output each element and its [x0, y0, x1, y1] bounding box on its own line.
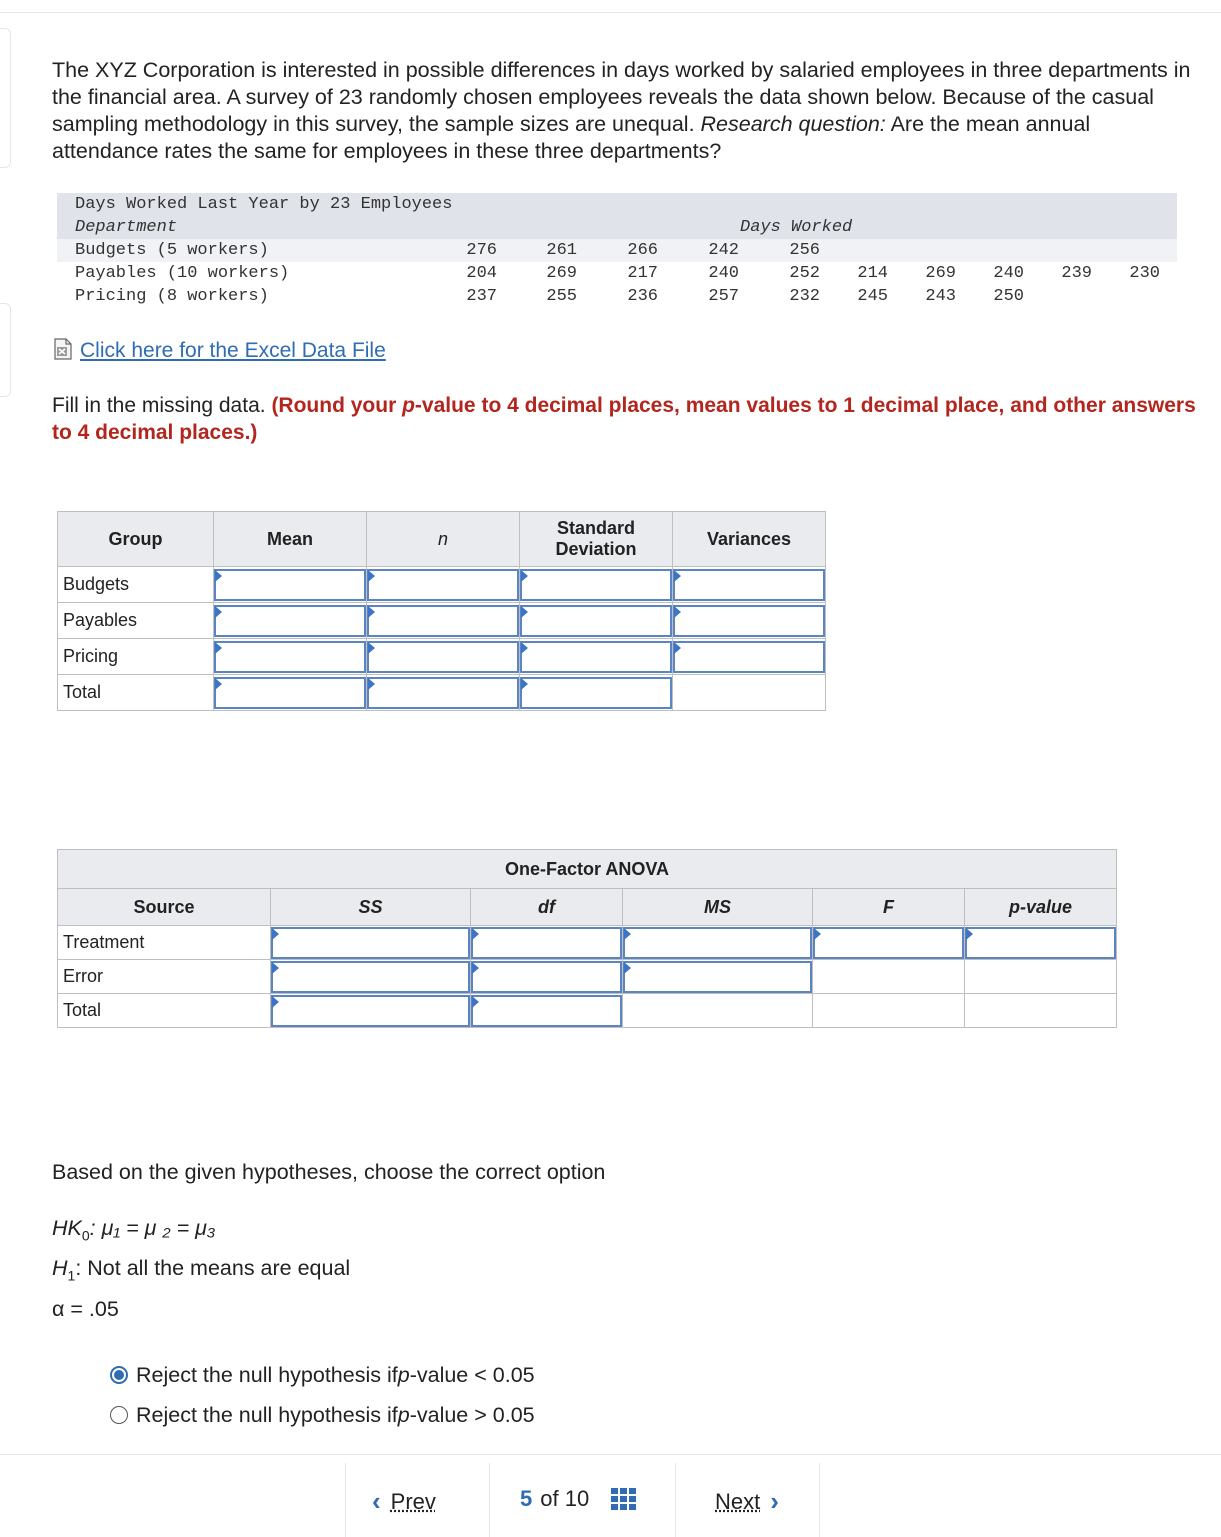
value-cell: 242 [708, 241, 739, 260]
variances-header: Variances [673, 512, 826, 567]
pricing-variance-input[interactable] [673, 641, 825, 673]
value-cell: 250 [993, 287, 1024, 306]
treatment-p-value-input[interactable] [965, 927, 1116, 959]
treatment-df-input[interactable] [471, 927, 622, 959]
treatment-ms-input[interactable] [623, 927, 812, 959]
budgets-n-input[interactable] [367, 569, 519, 601]
std-dev-header: Standard Deviation [520, 512, 673, 567]
data-table [57, 193, 1177, 308]
total-mean-input[interactable] [214, 677, 366, 709]
option-reject-if-less[interactable]: Reject the null hypothesis if p -value < 0.05 [110, 1355, 535, 1395]
budgets-variance-input[interactable] [673, 569, 825, 601]
table-row [58, 603, 826, 639]
value-cell: 245 [857, 287, 888, 306]
row-label-error: Error [58, 960, 271, 994]
next-button[interactable]: Next › [715, 1486, 779, 1516]
value-cell: 269 [546, 264, 577, 283]
row-label-total: Total [58, 675, 214, 711]
ss-header: SS [271, 889, 471, 926]
page-indicator[interactable]: 5 of 10 [520, 1486, 636, 1512]
row-label-total: Total [58, 994, 271, 1028]
budgets-mean-input[interactable] [214, 569, 366, 601]
divider [345, 1463, 346, 1537]
table-row [58, 675, 826, 711]
data-row-pricing [57, 285, 1177, 308]
divider [675, 1463, 676, 1537]
alpha-level: α = .05 [52, 1296, 119, 1321]
question-text: The XYZ Corporation is interested in possible differences in days worked by salaried employees in three departments in the financial area. A survey of 23 randomly chosen employees reveals the data shown below. Because of the casual sampling methodology in this survey, the sample sizes are unequal. Research question: Are the mean annual attendance rates the same for employees in these three departments? [52, 58, 1191, 163]
error-ms-input[interactable] [623, 961, 812, 993]
chevron-left-icon: ‹ [372, 1486, 381, 1516]
excel-file-icon [52, 338, 74, 360]
budgets-sd-input[interactable] [520, 569, 672, 601]
value-cell: 276 [466, 241, 497, 260]
value-cell: 252 [789, 264, 820, 283]
summary-table [57, 511, 826, 711]
null-hypothesis: $HK_0$: μ₁ = μ ₂ = μ₃ [52, 1216, 216, 1244]
divider [489, 1463, 490, 1537]
data-table-title: Days Worked Last Year by 23 Employees [75, 195, 453, 214]
table-row [58, 960, 1117, 994]
table-row [58, 567, 826, 603]
payables-variance-input[interactable] [673, 605, 825, 637]
value-cell: 232 [789, 287, 820, 306]
row-label-budgets: Budgets [58, 567, 214, 603]
value-cell: 255 [546, 287, 577, 306]
excel-data-link[interactable] [52, 338, 386, 363]
table-row [58, 639, 826, 675]
value-cell: 237 [466, 287, 497, 306]
hypothesis-prompt: Based on the given hypotheses, choose the correct option [52, 1160, 606, 1184]
hypotheses [52, 1212, 350, 1326]
value-cell: 266 [627, 241, 658, 260]
mean-header: Mean [214, 512, 367, 567]
pricing-sd-input[interactable] [520, 641, 672, 673]
department-header: Department [75, 218, 178, 237]
payables-sd-input[interactable] [520, 605, 672, 637]
value-cell: 240 [993, 264, 1024, 283]
anova-title: One-Factor ANOVA [58, 850, 1117, 889]
left-panel-edge [0, 28, 11, 168]
option-reject-if-greater[interactable]: Reject the null hypothesis if p -value > 0.05 [110, 1395, 535, 1435]
value-cell: 240 [708, 264, 739, 283]
value-cell: 243 [925, 287, 956, 306]
empty-cell [813, 960, 965, 994]
empty-cell [673, 675, 826, 711]
value-cell: 261 [546, 241, 577, 260]
value-cell: 230 [1129, 264, 1160, 283]
alternative-hypothesis: $H_1$: Not all the means are equal [52, 1256, 351, 1284]
n-header: n [367, 512, 520, 567]
error-ss-input[interactable] [271, 961, 470, 993]
decision-options [110, 1355, 535, 1435]
empty-cell [965, 994, 1117, 1028]
total-n-input[interactable] [367, 677, 519, 709]
total-df-input[interactable] [471, 995, 622, 1027]
prev-button[interactable]: ‹ Prev [372, 1486, 436, 1516]
source-header: Source [58, 889, 271, 926]
p-value-header: p-value [965, 889, 1117, 926]
divider [819, 1463, 820, 1537]
row-label-pricing: Pricing [58, 639, 214, 675]
value-cell: 204 [466, 264, 497, 283]
total-ss-input[interactable] [271, 995, 470, 1027]
radio-selected-icon[interactable] [110, 1366, 128, 1384]
radio-unselected-icon[interactable] [110, 1406, 128, 1424]
data-table-header-row [57, 216, 1177, 239]
row-label-payables: Payables [58, 603, 214, 639]
pricing-n-input[interactable] [367, 641, 519, 673]
f-header: F [813, 889, 965, 926]
payables-n-input[interactable] [367, 605, 519, 637]
value-cell: 217 [627, 264, 658, 283]
treatment-f-input[interactable] [813, 927, 964, 959]
error-df-input[interactable] [471, 961, 622, 993]
row-label: Payables (10 workers) [75, 264, 290, 283]
treatment-ss-input[interactable] [271, 927, 470, 959]
instructions: Fill in the missing data. (Round your p-value to 4 decimal places, mean values to 1 decimal place, and other answers to 4 decimal places.) [52, 394, 1196, 444]
row-label: Budgets (5 workers) [75, 241, 269, 260]
value-cell: 214 [857, 264, 888, 283]
group-header: Group [58, 512, 214, 567]
value-cell: 257 [708, 287, 739, 306]
row-label-treatment: Treatment [58, 926, 271, 960]
value-cell: 269 [925, 264, 956, 283]
data-table-title-row [57, 193, 1177, 216]
df-header: df [471, 889, 623, 926]
grid-icon[interactable] [611, 1488, 636, 1510]
data-row-payables [57, 262, 1177, 285]
chevron-right-icon: › [770, 1486, 779, 1516]
top-divider [0, 12, 1221, 13]
empty-cell [623, 994, 813, 1028]
payables-mean-input[interactable] [214, 605, 366, 637]
table-row [58, 926, 1117, 960]
anova-table [57, 849, 1117, 1028]
value-cell: 256 [789, 241, 820, 260]
ms-header: MS [623, 889, 813, 926]
days-worked-header: Days Worked [740, 218, 853, 237]
left-panel-edge [0, 303, 11, 397]
pricing-mean-input[interactable] [214, 641, 366, 673]
table-row [58, 994, 1117, 1028]
total-sd-input[interactable] [520, 677, 672, 709]
empty-cell [965, 960, 1117, 994]
value-cell: 236 [627, 287, 658, 306]
empty-cell [813, 994, 965, 1028]
value-cell: 239 [1061, 264, 1092, 283]
data-row-budgets [57, 239, 1177, 262]
excel-link-text[interactable]: Click here for the Excel Data File [80, 339, 386, 362]
row-label: Pricing (8 workers) [75, 287, 269, 306]
